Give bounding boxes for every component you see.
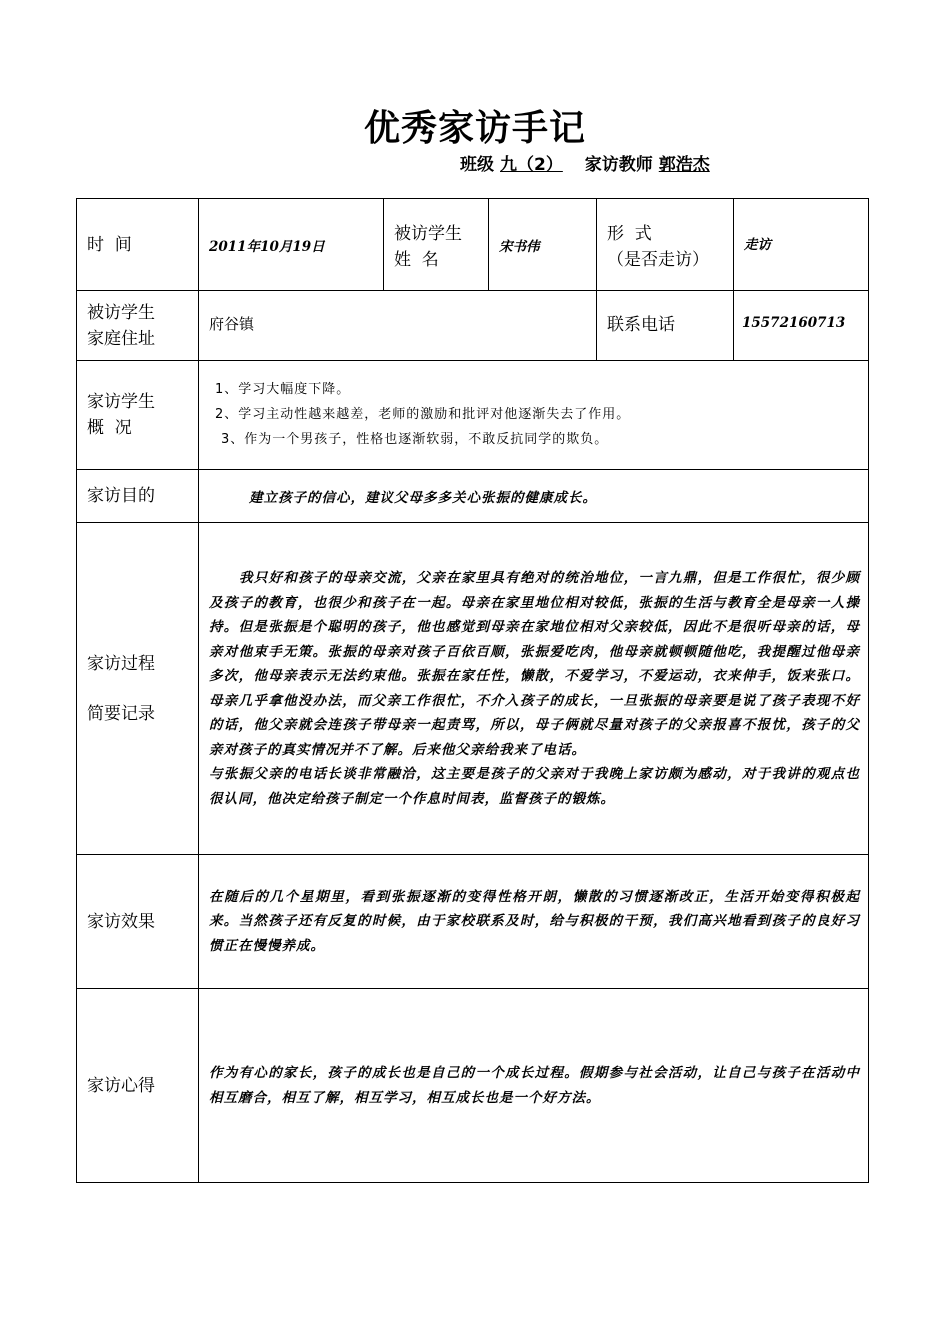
time-value: 2011年10月19日 [199,199,384,291]
time-label: 时 间 [77,199,199,291]
page-title: 优秀家访手记 [363,108,586,149]
student-name-value: 宋书伟 [489,199,597,291]
overview-label: 家访学生 概 况 [77,361,199,470]
student-name-label: 被访学生 姓 名 [384,199,489,291]
purpose-value: 建立孩子的信心，建议父母多多关心张振的健康成长。 [199,470,869,523]
process-label: 家访过程 简要记录 [77,523,199,855]
visit-form-label: 形 式 （是否走访） [597,199,734,291]
overview-list [199,361,869,470]
phone-value: 15572160713 [734,291,869,361]
class-label: 班级 [460,155,494,175]
insight-row [77,989,869,1183]
visit-record-table [76,198,869,1183]
overview-item: 1、学习大幅度下降。 [215,382,351,397]
phone-label: 联系电话 [597,291,734,361]
insight-label: 家访心得 [77,989,199,1183]
process-record [199,523,869,855]
header-line [460,150,716,175]
visit-form-value: 走访 [734,199,869,291]
teacher-value: 郭浩杰 [658,155,710,175]
effect-row [77,855,869,989]
purpose-label: 家访目的 [77,470,199,523]
process-paragraph: 与张振父亲的电话长谈非常融洽，这主要是孩子的父亲对于我晚上家访颇为感动，对于我讲的观点也很认同，他决定给孩子制定一个作息时间表，监督孩子的锻炼。 [209,766,860,807]
address-value: 府谷镇 [199,291,597,361]
overview-item: 2、学习主动性越来越差，老师的激励和批评对他逐渐失去了作用。 [215,407,631,422]
process-row [77,523,869,855]
effect-label: 家访效果 [77,855,199,989]
class-value: 九（2） [500,155,563,175]
time-row [77,199,869,291]
insight-value: 作为有心的家长，孩子的成长也是自己的一个成长过程。假期参与社会活动，让自己与孩子在活动中相互磨合，相互了解，相互学习，相互成长也是一个好方法。 [199,989,869,1183]
overview-item: 3、作为一个男孩子，性格也逐渐软弱，不敢反抗同学的欺负。 [221,432,609,447]
overview-row [77,361,869,470]
purpose-row [77,470,869,523]
address-label: 被访学生 家庭住址 [77,291,199,361]
address-row [77,291,869,361]
process-paragraph: 我只好和孩子的母亲交流，父亲在家里具有绝对的统治地位，一言九鼎，但是工作很忙，很少顾及孩子的教育，也很少和孩子在一起。母亲在家里地位相对较低，张振的生活与教育全是母亲一人操持。但是张振是个聪明的孩子，他也感觉到母亲在家地位相对父亲较低，因此不是很听母亲的话，母亲对他束手无策。张振的母亲对孩子百依百顺，张振爱吃肉，他母亲就顿顿随他吃，我提醒过他母亲多次，他母亲表示无法约束他。张振在家任性，懒散，不爱学习，不爱运动，衣来伸手，饭来张口。母亲几乎拿他没办法，而父亲工作很忙，不介入孩子的成长，一旦张振的母亲要是说了孩子表现不好的话，他父亲就会连孩子带母亲一起责骂，所以，母子俩就尽量对孩子的父亲报喜不报忧，孩子的父亲对孩子的真实情况并不了解。后来他父亲给我来了电话。 [209,570,860,758]
effect-value: 在随后的几个星期里，看到张振逐渐的变得性格开朗，懒散的习惯逐渐改正，生活开始变得积极起来。当然孩子还有反复的时候，由于家校联系及时，给与积极的干预，我们高兴地看到孩子的良好习惯正在慢慢养成。 [199,855,869,989]
teacher-label: 家访教师 [584,155,653,175]
